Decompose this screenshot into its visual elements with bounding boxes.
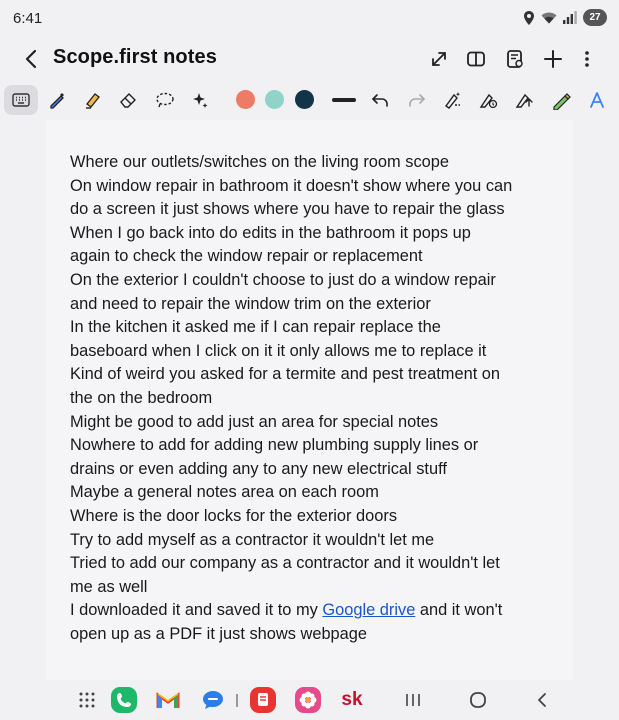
- chevron-left-icon: [25, 49, 37, 69]
- note-line: Might be good to add just an area for special notes: [70, 412, 439, 431]
- template-icon: [506, 50, 524, 68]
- note-body[interactable]: [70, 151, 550, 646]
- signal-icon: [563, 11, 577, 24]
- location-icon: [523, 11, 535, 25]
- lasso-icon: [155, 92, 175, 108]
- drawing-toolbar: [0, 80, 619, 120]
- note-line: Where our outlets/switches on the living room scope: [70, 153, 449, 171]
- note-line: baseboard when I click on it it only allows me to replace it: [70, 341, 487, 360]
- app-drawer-button[interactable]: [73, 686, 101, 714]
- ai-assist-tool[interactable]: [510, 85, 540, 115]
- ai-sparkle-icon: [191, 91, 209, 109]
- note-line: Kind of weird you asked for a termite and pest treatment on: [70, 365, 501, 384]
- back-icon: [536, 692, 548, 708]
- gallery-app-icon: [294, 686, 322, 714]
- note-line: and need to repair the window trim on the exterior: [70, 294, 431, 313]
- pen-tool[interactable]: [42, 85, 72, 115]
- note-line: When I go back into do edits in the bathroom it pops up: [70, 223, 471, 242]
- status-time: 6:41: [13, 10, 43, 27]
- note-line: Try to add myself as a contractor it wouldn't let me: [70, 530, 435, 549]
- ai-assist-icon: [515, 91, 535, 109]
- title-bar: [0, 36, 619, 80]
- status-bar: [0, 0, 619, 36]
- note-line-with-link: [70, 599, 550, 623]
- note-line: me as well: [70, 577, 148, 596]
- pen-icon: [48, 91, 66, 109]
- add-button[interactable]: [536, 42, 570, 76]
- messages-app-icon: [201, 688, 225, 712]
- highlighter-icon: [84, 91, 102, 109]
- sk-app-button[interactable]: [338, 686, 366, 714]
- text-style-icon: [588, 91, 606, 109]
- line-thickness-button[interactable]: [329, 85, 359, 115]
- highlighter-tool[interactable]: [78, 85, 108, 115]
- text-style-tool[interactable]: [582, 85, 612, 115]
- keyboard-icon: [12, 93, 30, 107]
- redo-icon: [408, 93, 426, 107]
- app-red-icon: [249, 686, 277, 714]
- navigation-bar: [0, 680, 619, 720]
- redo-button[interactable]: [402, 85, 432, 115]
- red-app-button[interactable]: [249, 686, 277, 714]
- ai-select-tool[interactable]: [438, 85, 468, 115]
- book-icon: [467, 51, 485, 67]
- recent-apps-icon: [405, 693, 421, 707]
- eraser-icon: [119, 91, 137, 109]
- ai-sparkle-tool[interactable]: [185, 85, 215, 115]
- pencil-tool[interactable]: [546, 85, 576, 115]
- note-line: On window repair in bathroom it doesn't show where you can: [70, 176, 513, 195]
- nav-back-button[interactable]: [528, 686, 556, 714]
- home-button[interactable]: [464, 686, 492, 714]
- color-teal-swatch[interactable]: [265, 90, 284, 109]
- book-view-button[interactable]: [459, 42, 493, 76]
- lasso-tool[interactable]: [150, 85, 180, 115]
- note-text: I downloaded it and saved it to my: [70, 601, 323, 620]
- note-line: Nowhere to add for adding new plumbing supply lines or: [70, 436, 479, 455]
- back-button[interactable]: [14, 42, 48, 76]
- color-orange-swatch[interactable]: [236, 90, 255, 109]
- note-line: again to check the window repair or replacement: [70, 247, 423, 266]
- ai-writing-icon: [479, 91, 499, 109]
- ai-writing-tool[interactable]: [474, 85, 504, 115]
- gallery-app-button[interactable]: [294, 686, 322, 714]
- note-line: Where is the door locks for the exterior doors: [70, 506, 398, 525]
- note-line: In the kitchen it asked me if I can repair replace the: [70, 318, 441, 337]
- note-line: On the exterior I couldn't choose to just do a window repair: [70, 270, 496, 289]
- pencil-tool-icon: [551, 90, 571, 110]
- gmail-app-button[interactable]: [154, 686, 182, 714]
- wifi-icon: [541, 11, 557, 24]
- more-vertical-icon: [585, 51, 589, 67]
- recent-apps-button[interactable]: [399, 686, 427, 714]
- dock-separator: [236, 694, 238, 707]
- note-text: and it won't: [415, 601, 503, 620]
- gmail-app-icon: [156, 690, 180, 710]
- undo-icon: [371, 93, 389, 107]
- template-button[interactable]: [498, 42, 532, 76]
- more-options-button[interactable]: [570, 42, 604, 76]
- google-drive-link[interactable]: Google drive: [322, 601, 416, 620]
- status-icons: [523, 9, 607, 26]
- note-line: open up as a PDF it just shows webpage: [70, 624, 368, 643]
- phone-app-button[interactable]: [110, 686, 138, 714]
- keyboard-mode-button[interactable]: [4, 85, 38, 115]
- color-navy-swatch[interactable]: [295, 90, 314, 109]
- home-icon: [469, 691, 487, 709]
- phone-app-icon: [110, 686, 138, 714]
- note-line: do a screen it just shows where you have to repair the glass: [70, 200, 505, 219]
- eraser-tool[interactable]: [113, 85, 143, 115]
- note-line: Tried to add our company as a contractor and it wouldn't let: [70, 554, 500, 573]
- ai-select-icon: [443, 91, 463, 109]
- app-drawer-icon: [79, 692, 95, 708]
- expand-icon: [430, 50, 448, 68]
- messages-app-button[interactable]: [199, 686, 227, 714]
- note-line: Maybe a general notes area on each room: [70, 483, 379, 502]
- expand-button[interactable]: [422, 42, 456, 76]
- note-line: drains or even adding any to any new electrical stuff: [70, 459, 447, 478]
- note-line: the on the bedroom: [70, 388, 213, 407]
- undo-button[interactable]: [365, 85, 395, 115]
- page-title: Scope.first notes: [53, 46, 217, 68]
- plus-icon: [544, 50, 562, 68]
- battery-indicator: 27: [583, 9, 607, 26]
- sk-app-icon: sk: [341, 689, 363, 710]
- line-thickness-icon: [332, 97, 356, 103]
